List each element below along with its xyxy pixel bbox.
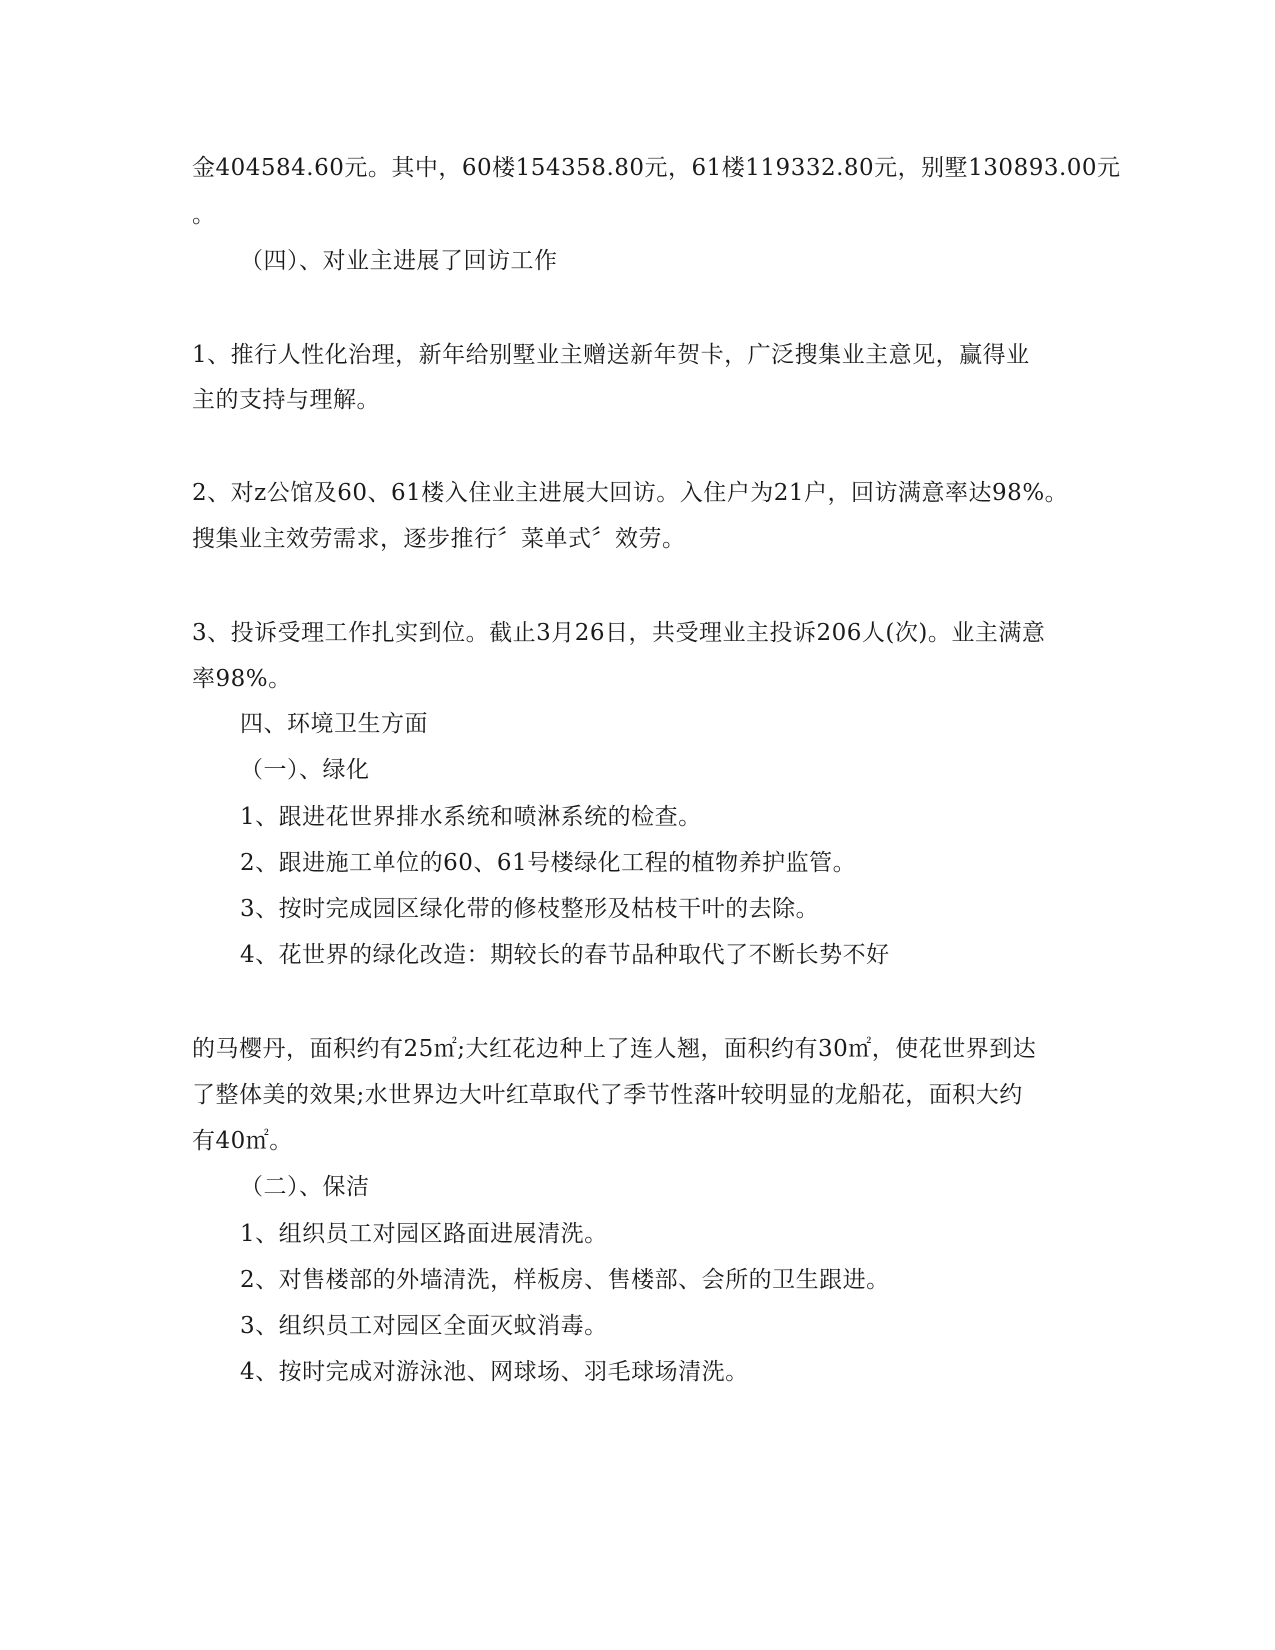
list-item: 3、组织员工对园区全面灭蚊消毒。: [240, 1313, 608, 1339]
paragraph-line: 3、投诉受理工作扎实到位。截止3月26日，共受理业主投诉206人(次)。业主满意: [192, 620, 1046, 646]
section-heading: （四）、对业主进展了回访工作: [240, 248, 558, 274]
paragraph-line: 的马樱丹，面积约有25㎡;大红花边种上了连人翘，面积约有30㎡，使花世界到达: [192, 1036, 1037, 1062]
list-item: 3、按时完成园区绿化带的修枝整形及枯枝干叶的去除。: [240, 896, 820, 922]
subsection-heading: （二）、保洁: [240, 1174, 370, 1200]
subsection-heading: （一）、绿化: [240, 757, 370, 783]
paragraph-line: 2、对z公馆及60、61楼入住业主进展大回访。入住户为21户，回访满意率达98%。: [192, 480, 1069, 506]
list-item: 2、跟进施工单位的60、61号楼绿化工程的植物养护监管。: [240, 850, 857, 876]
paragraph-line: 主的支持与理解。: [192, 387, 380, 413]
section-heading: 四、环境卫生方面: [240, 711, 428, 737]
list-item: 4、花世界的绿化改造：期较长的春节品种取代了不断长势不好: [240, 942, 890, 968]
list-item: 1、跟进花世界排水系统和喷淋系统的检查。: [240, 804, 702, 830]
paragraph-line: 了整体美的效果;水世界边大叶红草取代了季节性落叶较明显的龙船花，面积大约: [192, 1082, 1023, 1108]
paragraph-line: 率98%。: [192, 666, 292, 692]
paragraph-line: 。: [192, 202, 216, 228]
list-item: 2、对售楼部的外墙清洗，样板房、售楼部、会所的卫生跟进。: [240, 1267, 890, 1293]
list-item: 1、组织员工对园区路面进展清洗。: [240, 1221, 608, 1247]
paragraph-line: 有40㎡。: [192, 1128, 293, 1154]
paragraph-line: 搜集业主效劳需求，逐步推行〞菜单式〞效劳。: [192, 526, 686, 552]
list-item: 4、按时完成对游泳池、网球场、羽毛球场清洗。: [240, 1359, 749, 1385]
paragraph-line: 1、推行人性化治理，新年给别墅业主赠送新年贺卡，广泛搜集业主意见，赢得业: [192, 342, 1030, 368]
paragraph-line: 金404584.60元。其中，60楼154358.80元，61楼119332.80元，别墅130893.00元: [192, 155, 1121, 181]
